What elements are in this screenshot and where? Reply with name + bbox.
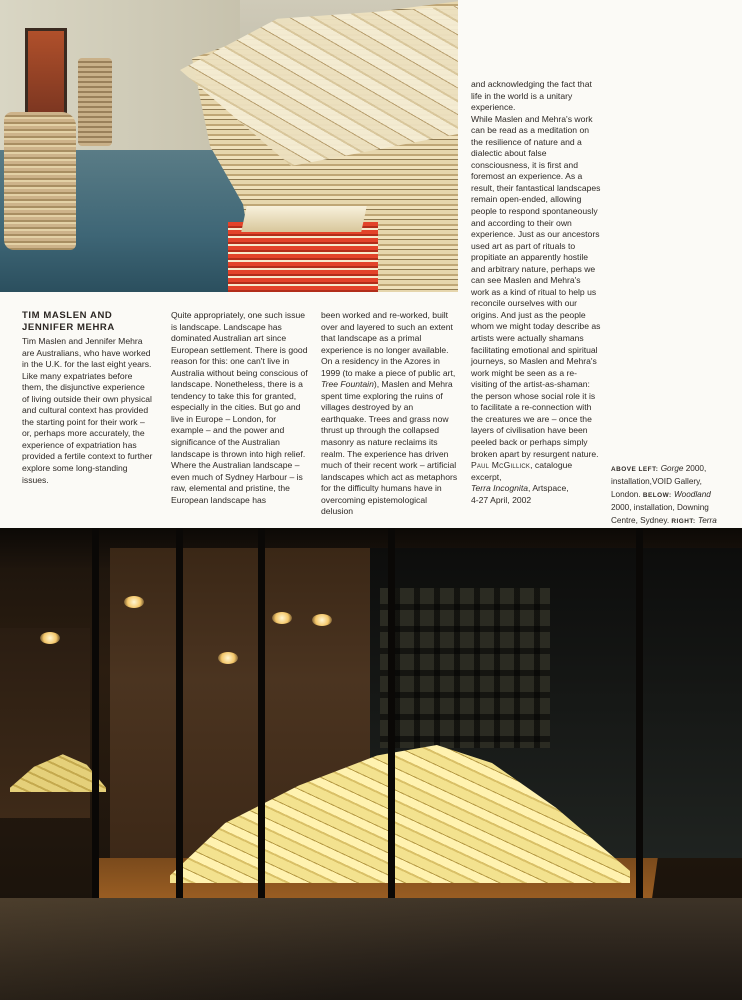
caption-title-terra-incognita: Terra [697,515,717,525]
caption-label-above-left: ABOVE LEFT: [611,466,659,473]
gorge-installation-photo [0,0,458,292]
caption-title-gorge: Gorge [660,464,684,473]
azores-text-start: On a residency in the Azores in 1999 (to make a piece of public art, [321,356,456,378]
text-column-4 [471,79,601,506]
credit-venue: , Artspace, [528,483,569,494]
gallery-window [25,28,67,120]
paragraph-unitary: and acknowledging the fact that life in the world is a unitary experience. [471,79,592,113]
wall-lamp [272,612,292,624]
caption-text-gorge: 2000, installation,VOID Gallery, London. [611,464,707,499]
book-stack-back [78,58,112,146]
credit-source: , catalogue excerpt, [471,460,573,482]
paragraph-azores [321,356,459,518]
exhibition-title: Terra Incognita [471,483,529,494]
azores-text-end: ), Maslen and Mehra spent time exploring the ruins of villages destroyed by an earthquake. Trees and grass now thrust up through the collapsed masonry as nature reclaims its realm. The experience has driven much of their recent work – artificial landscapes which act as metaphors for the difficulty humans have in overcoming epistemological delusion [321,379,458,517]
work-title-tree-fountain: Tree Fountain [321,379,374,390]
wall-lamp [218,652,238,664]
author-name: Paul McGillick [471,460,531,471]
caption-label-right: RIGHT: [671,517,696,525]
text-column-1 [22,336,154,486]
paragraph-layered: been worked and re-worked, built over and layered to such an extent that landscape as a primal experience is no longer available. [321,310,453,355]
text-column-3 [321,310,459,518]
wall-lamp [40,632,60,644]
credit-date: 4-27 April, 2002 [471,494,532,505]
article-heading: TIM MASLEN AND JENNIFER MEHRA [22,310,115,333]
red-book-stack [228,222,378,292]
caption-label-below: BELOW: [642,491,672,499]
book-stack-left [4,112,76,250]
wall-lamp [312,614,332,626]
woodland-installation-photo [0,528,742,1000]
paragraph-meditation: While Maslen and Mehra's work can be read as a meditation on the resilience of nature and a dialectic about false consciousness, it is first and foremost an experience. As a result, their fantastical landscapes remain open-ended, allowing people to respond spontaneously and according to their own experience. Just as our ancestors used art as part of rituals to propitiate an apparently hostile and arbitrary nature, perhaps we can see Maslen and Mehra's work as a kind of ritual to help us reconcile ourselves with our origins. And just as the people whom we might today describe as artists were actually shamans facilitating emotional and spiritual journeys, so Maslen and Mehra's work might be seen as a re-visiting of the artist-as-shaman: the person whose social role it is to facilitate a re-connection with the creatures we are – once the layers of civilisation have been peeled back or perhaps simply broken apart by resurgent nature. [471,113,601,459]
open-book-top [241,206,367,232]
paragraph-intro: Tim Maslen and Jennifer Mehra are Australians, who have worked in the U.K. for the last eight years. Like many expatriates before them, the disjunctive experience of living outside their own physical and cultural context has provided the starting point for their work – or, perhaps more accurately, the experience of expatriation has provided a fertile context to further explore some long-standing issues. [22,336,153,485]
caption-title-woodland: Woodland [673,489,711,499]
wall-lamp [124,596,144,608]
article-credit [471,460,601,506]
foreground-floor [0,898,742,1000]
caption-text-woodland: 2000, installation, Downing Centre, Sydney. [611,503,709,525]
office-building-windows [380,588,550,748]
paragraph-landscape: Quite appropriately, one such issue is landscape. Landscape has dominated Australian art since European settlement. There is good reason for this: one can't live in Australia without being conscious of landscape. Nonetheless, there is a tendency to take this for granted, especially in the cities. But go and live in Europe – London, for example – and the power and significance of the Australian landscape is thrown into high relief. Where the Australian landscape – even much of Sydney Harbour – is raw, elemental and pristine, the European landscape has [171,310,308,505]
text-column-2 [171,310,309,506]
